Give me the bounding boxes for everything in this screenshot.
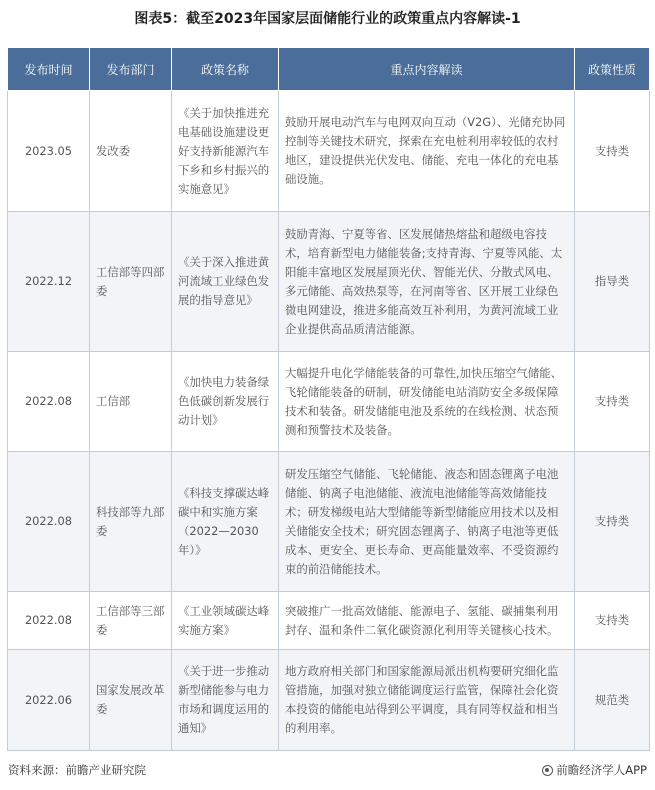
table-row	[8, 592, 650, 650]
policy-table	[7, 47, 650, 751]
cell-dept: 工信部	[90, 352, 172, 452]
cell-dept: 工信部等四部委	[90, 212, 172, 352]
table-row	[8, 91, 650, 212]
cell-policy: 《科技支撑碳达峰碳中和实施方案（2022—2030年）》	[172, 452, 279, 592]
cell-dept: 发改委	[90, 91, 172, 212]
cell-content: 大幅提升电化学储能装备的可靠性,加快压缩空气储能、飞轮储能装备的研制，研发储能电站消防安全多级保障技术和装备。研发储能电池及系统的在线检测、状态预测和预警技术及装备。	[279, 352, 575, 452]
cell-dept: 工信部等三部委	[90, 592, 172, 650]
table-row	[8, 212, 650, 352]
cell-date: 2022.08	[8, 352, 90, 452]
cell-type: 支持类	[575, 592, 650, 650]
cell-type: 支持类	[575, 91, 650, 212]
cell-content: 鼓励开展电动汽车与电网双向互动（V2G）、光储充协同控制等关键技术研究，探索在充电桩利用率较低的农村地区，建设提供光伏发电、储能、充电一体化的充电基础设施。	[279, 91, 575, 212]
table-row	[8, 352, 650, 452]
table-row	[8, 650, 650, 751]
cell-date: 2022.06	[8, 650, 90, 751]
header-content: 重点内容解读	[279, 48, 575, 91]
header-dept: 发布部门	[90, 48, 172, 91]
cell-content: 地方政府相关部门和国家能源局派出机构要研究细化监管措施，加强对独立储能调度运行监管，保障社会化资本投资的储能电站得到公平调度，具有同等权益和相当的利用率。	[279, 650, 575, 751]
table-row	[8, 452, 650, 592]
cell-policy: 《关于加快推进充电基础设施建设更好支持新能源汽车下乡和乡村振兴的实施意见》	[172, 91, 279, 212]
cell-policy: 《加快电力装备绿色低碳创新发展行动计划》	[172, 352, 279, 452]
cell-date: 2022.08	[8, 452, 90, 592]
brand-label: 前瞻经济学人APP	[556, 763, 647, 777]
cell-date: 2022.12	[8, 212, 90, 352]
cell-date: 2023.05	[8, 91, 90, 212]
cell-content: 研发压缩空气储能、飞轮储能、液态和固态锂离子电池储能、钠离子电池储能、液流电池储能等高效储能技术；研发梯级电站大型储能等新型储能应用技术以及相关储能安全技术；研究固态锂离子、钠离子电池等更低成本、更安全、更长寿命、更高能量效率、不受资源约束的前沿储能技术。	[279, 452, 575, 592]
cell-dept: 国家发展改革委	[90, 650, 172, 751]
cell-date: 2022.08	[8, 592, 90, 650]
cell-policy: 《关于进一步推动新型储能参与电力市场和调度运用的通知》	[172, 650, 279, 751]
header-type: 政策性质	[575, 48, 650, 91]
cell-type: 指导类	[575, 212, 650, 352]
cell-type: 规范类	[575, 650, 650, 751]
brand-credit	[542, 762, 647, 778]
cell-type: 支持类	[575, 352, 650, 452]
header-policy: 政策名称	[172, 48, 279, 91]
cell-content: 突破推广一批高效储能、能源电子、氢能、碳捕集利用封存、温和条件二氧化碳资源化利用等关键核心技术。	[279, 592, 575, 650]
header-date: 发布时间	[8, 48, 90, 91]
cell-dept: 科技部等九部委	[90, 452, 172, 592]
cell-policy: 《工业领域碳达峰实施方案》	[172, 592, 279, 650]
cell-policy: 《关于深入推进黄河流域工业绿色发展的指导意见》	[172, 212, 279, 352]
page-title: 图表5：截至2023年国家层面储能行业的政策重点内容解读-1	[134, 11, 521, 27]
cell-content: 鼓励青海、宁夏等省、区发展储热熔盐和超级电容技术，培育新型电力储能装备;支持青海、宁夏等风能、太阳能丰富地区发展屋顶光伏、智能光伏、分散式风电、多元储能、高效热泵等，在河南等省、区开展工业绿色微电网建设，推进多能高效互补利用，为黄河流域工业企业提供高品质清洁能源。	[279, 212, 575, 352]
table-header-row	[8, 48, 650, 91]
source-note: 资料来源：前瞻产业研究院	[8, 763, 146, 777]
brand-logo-icon	[542, 765, 553, 776]
cell-type: 支持类	[575, 452, 650, 592]
